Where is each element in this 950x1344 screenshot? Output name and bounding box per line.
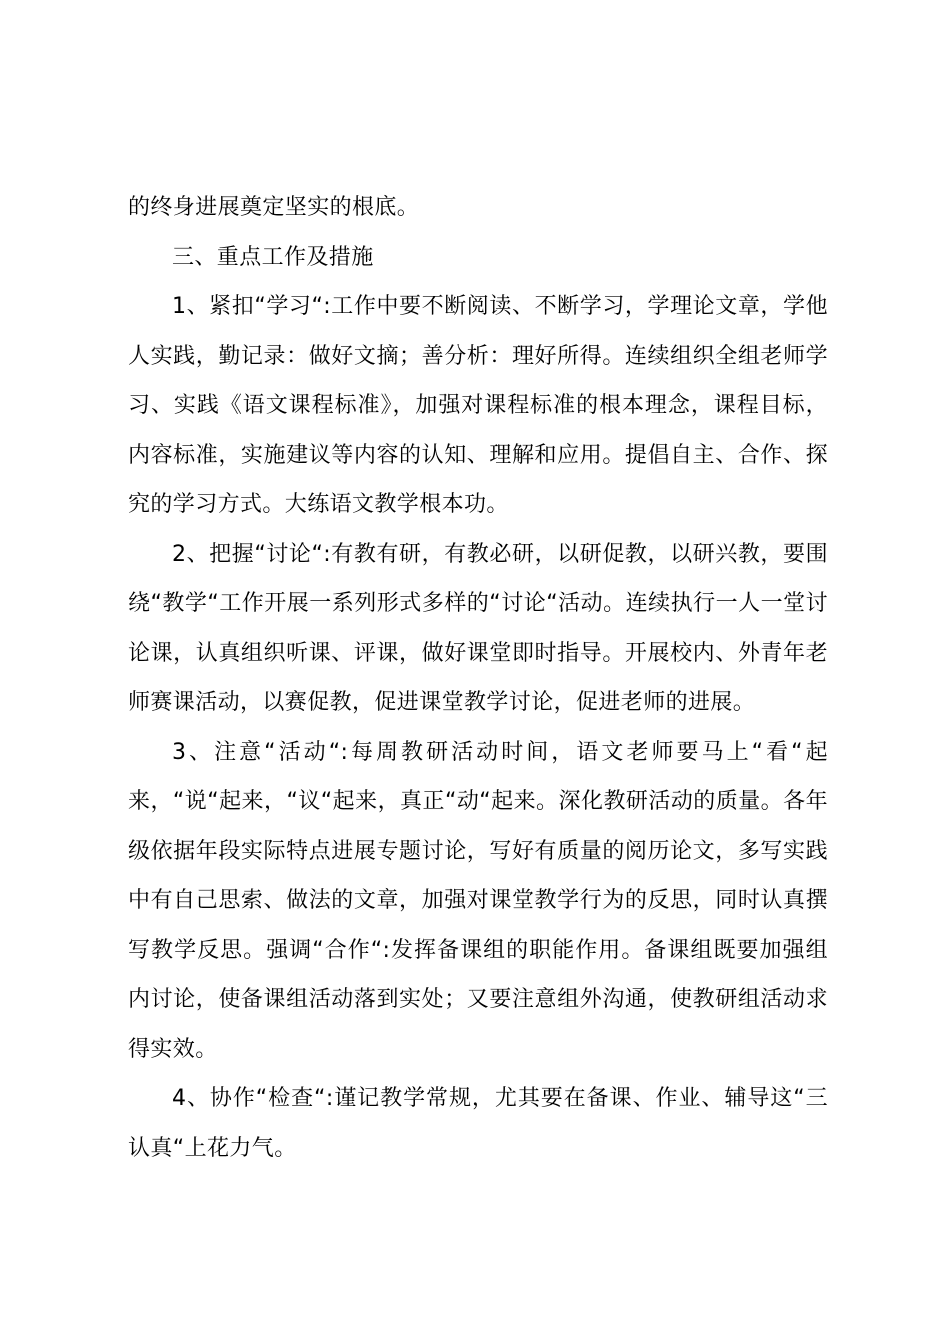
document-body xyxy=(128,183,828,1173)
paragraph-item-2: 2、把握“讨论“:有教有研，有教必研，以研促教，以研兴教，要围绕“教学“工作开展一系列形式多样的“讨论“活动。连续执行一人一堂讨论课，认真组织听课、评课，做好课堂即时指导。开展校内、外青年老师赛课活动，以赛促教，促进课堂教学讨论，促进老师的进展。 xyxy=(128,541,828,715)
paragraph-continuation: 的终身进展奠定坚实的根底。 xyxy=(128,195,420,220)
section-heading: 三、重点工作及措施 xyxy=(172,244,374,270)
paragraph-item-3: 3、注意“活动“:每周教研活动时间，语文老师要马上“看“起来，“说“起来，“议“起来，真正“动“起来。深化教研活动的质量。各年级依据年段实际特点进展专题讨论，写好有质量的阅历论文，多写实践中有自己思索、做法的文章，加强对课堂教学行为的反思，同时认真撰写教学反思。强调“合作“:发挥备课组的职能作用。备课组既要加强组内讨论，使备课组活动落到实处；又要注意组外沟通，使教研组活动求得实效。 xyxy=(128,739,828,1062)
paragraph-item-4: 4、协作“检查“:谨记教学常规，尤其要在备课、作业、辅导这“三认真“上花力气。 xyxy=(128,1086,828,1161)
paragraph-item-1: 1、紧扣“学习“:工作中要不断阅读、不断学习，学理论文章，学他人实践，勤记录：做好文摘；善分析：理好所得。连续组织全组老师学习、实践《语文课程标准》，加强对课程标准的根本理念，课程目标，内容标准，实施建议等内容的认知、理解和应用。提倡自主、合作、探究的学习方式。大练语文教学根本功。 xyxy=(128,294,828,517)
